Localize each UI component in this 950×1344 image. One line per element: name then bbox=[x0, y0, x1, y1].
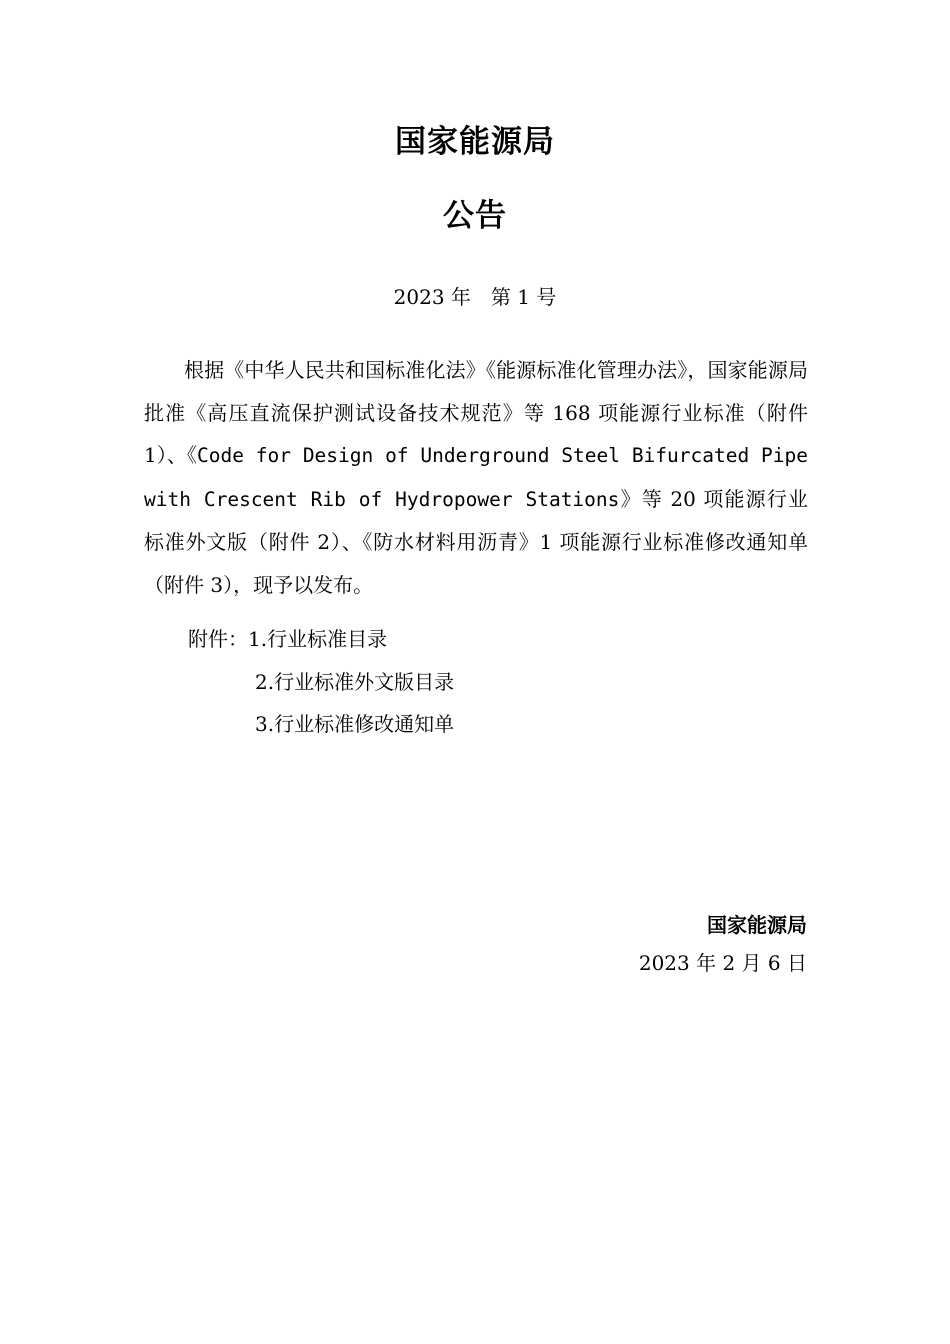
attachment-item-2: 2.行业标准外文版目录 bbox=[255, 669, 455, 694]
document-type-title: 公告 bbox=[443, 198, 507, 234]
body-text-part-1: 根据《中华人民共和国标准化法》《能源标准化管理办法》，国家能源局批准《高压直流保护测试设备技术规范》等 168 项能源行业标准（附件 1）、《 bbox=[144, 358, 808, 467]
body-english-title: Code for Design of Underground Steel Bifurcated Pipe with Crescent Rib of Hydropower Stations bbox=[144, 444, 808, 511]
attachment-row bbox=[188, 618, 454, 661]
body-text-part-2: 》等 20 项能源行业标准外文版（附件 2）、《防水材料用沥青》1 项能源行业标准修改通知单（附件 3），现予以发布。 bbox=[144, 486, 808, 597]
attachment-list bbox=[188, 618, 454, 746]
attachment-item-3: 3.行业标准修改通知单 bbox=[255, 712, 455, 736]
signature-organization: 国家能源局 bbox=[707, 913, 807, 937]
signature-block bbox=[639, 906, 807, 982]
announcement-body bbox=[144, 349, 808, 606]
document-number: 2023 年 第 1 号 bbox=[393, 285, 557, 309]
signature-date: 2023 年 2 月 6 日 bbox=[638, 951, 807, 975]
attachment-label: 附件： bbox=[188, 627, 248, 651]
attachment-row bbox=[188, 703, 454, 746]
issuing-organization-title: 国家能源局 bbox=[395, 124, 555, 160]
attachment-row bbox=[188, 661, 454, 704]
attachment-item-1: 1.行业标准目录 bbox=[248, 627, 388, 651]
